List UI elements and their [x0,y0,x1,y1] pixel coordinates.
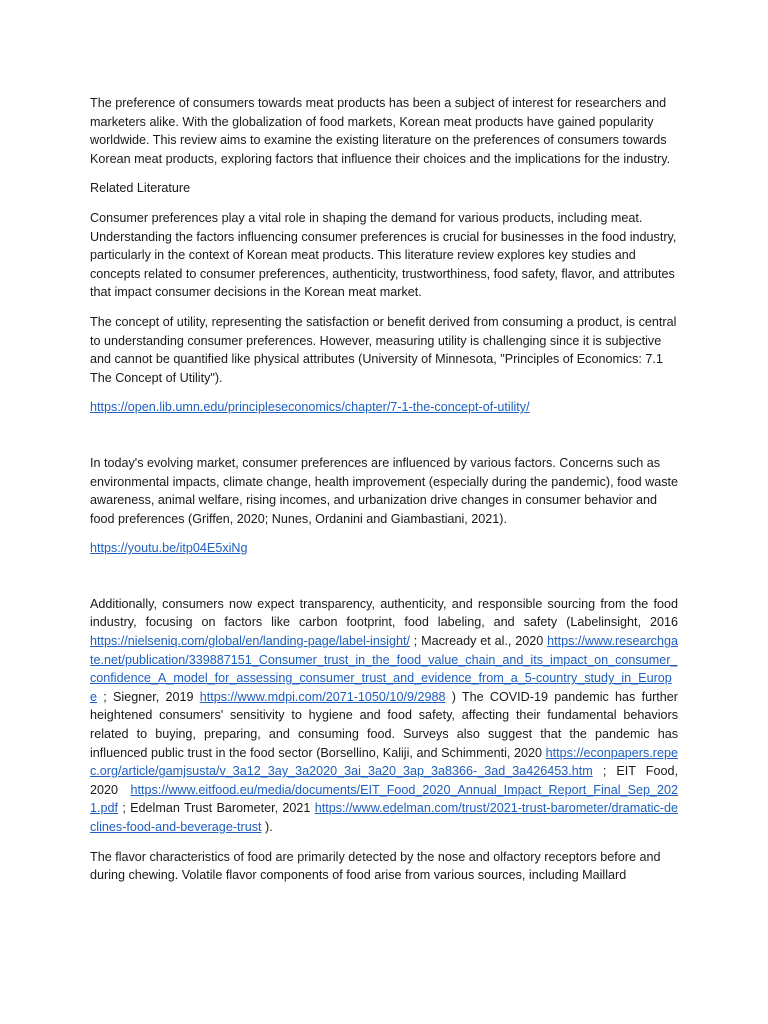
edelman-link[interactable]: https://www.edelman.com/trust/2021-trust-barometer/dramatic-declines-food-and-beverage-trust [90,801,678,834]
text-run: ). [261,820,273,834]
mdpi-link[interactable]: https://www.mdpi.com/2071-1050/10/9/2988 [199,689,446,704]
flavor-paragraph: The flavor characteristics of food are primarily detected by the nose and olfactory receptors before and during chewing. Volatile flavor components of food arise from various sources, including Maillard [90,849,661,883]
spacer [90,569,678,595]
consumer-preferences-paragraph: Consumer preferences play a vital role in shaping the demand for various products, including meat. Understanding the factors influencing consumer preferences is crucial for businesses in the food industry, particularly in the context of Korean meat products. This literature review explores key studies and concepts related to consumer preferences, authenticity, trustworthiness, food safety, flavor, and attributes that impact consumer decisions in the Korean meat market. [90,210,677,300]
text-run: ; Edelman Trust Barometer, 2021 [118,801,315,816]
nielseniq-link[interactable]: https://nielseniq.com/global/en/landing-page/label-insight/ [90,634,410,649]
document-page [90,94,678,896]
utility-paragraph: The concept of utility, representing the satisfaction or benefit derived from consuming a product, is central to understanding consumer preferences. However, measuring utility is challenging since it is subjective and cannot be quantified like physical attributes (University of Minnesota, "Principles of Economics: 7.1 The Concept of Utility"). [90,314,677,385]
text-run: ) The COVID-19 pandemic has further heightened consumers' sensitivity to hygiene and food safety, affecting their fundamental behaviors related to buying, preparing, and consuming food. Surveys also suggest that the pandemic has influenced public trust in the food sector (Borsellino, Kaliji, and Schimmenti, 2020 [90,689,678,760]
youtube-link-block [90,539,678,558]
youtube-link[interactable]: https://youtu.be/itp04E5xiNg [90,541,248,556]
transparency-paragraph [90,595,678,837]
evolving-market-paragraph: In today's evolving market, consumer preferences are influenced by various factors. Concerns such as environmental impacts, climate change, health improvement (especially during the pandemic), food waste awareness, animal welfare, rising incomes, and urbanization drive changes in consumer behavior and food preferences (Griffen, 2020; Nunes, Ordanini and Giambastiani, 2021). [90,455,679,526]
text-run: ; Siegner, 2019 [97,689,200,704]
researchgate-link[interactable]: https://www.researchgate.net/publication/339887151_Consumer_trust_in_the_food_value_chain_and_its_impact_on_consumer_confidence_A_model_for_assessing_consumer_trust_and_evidence_from_a_5-country_study_in_Europe [90,634,678,704]
text-run: ; Macready et al., 2020 [409,634,548,649]
eitfood-link[interactable]: https://www.eitfood.eu/media/documents/EIT_Food_2020_Annual_Impact_Report_Final_Sep_2021.pdf [90,782,678,816]
text-run: ; EIT Food, 2020 [90,764,678,797]
econpapers-link[interactable]: https://econpapers.repec.org/article/gamjsusta/v_3a12_3ay_3a2020_3ai_3a20_3ap_3a8366-_3ad_3a426453.htm [90,745,678,779]
spacer [90,428,678,454]
utility-link[interactable]: https://open.lib.umn.edu/principleseconomics/chapter/7-1-the-concept-of-utility/ [90,400,530,415]
intro-paragraph: The preference of consumers towards meat products has been a subject of interest for researchers and marketers alike. With the globalization of food markets, Korean meat products have gained popularity worldwide. This review aims to examine the existing literature on the preferences of consumers towards Korean meat products, exploring factors that influence their choices and the implications for the industry. [90,96,671,166]
utility-link-block [90,398,678,417]
text-run: Additionally, consumers now expect transparency, authenticity, and responsible sourcing from the food industry, focusing on factors like carbon footprint, food labeling, and safety (Labelinsight, 2016 [90,596,678,630]
section-heading: Related Literature [90,181,191,196]
